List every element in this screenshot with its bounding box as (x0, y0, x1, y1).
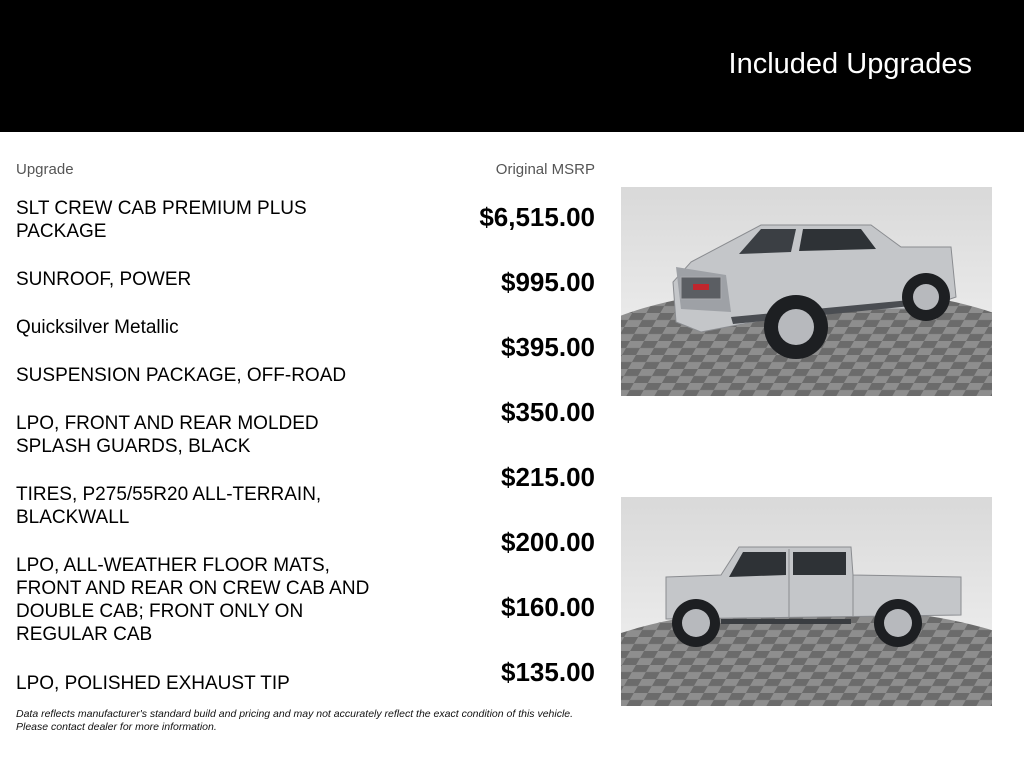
upgrade-item: SUNROOF, POWER (16, 269, 192, 290)
price-value: $135.00 (501, 657, 595, 687)
vehicle-photo-side (621, 497, 992, 706)
price-value: $215.00 (501, 462, 595, 492)
msrp-column-header: Original MSRP (495, 161, 595, 178)
price-value: $200.00 (501, 527, 595, 557)
price-value: $350.00 (501, 397, 595, 427)
upgrade-item: LPO, POLISHED EXHAUST TIP (16, 673, 290, 694)
upgrade-item: LPO, ALL-WEATHER FLOOR MATS, FRONT AND REAR ON CREW CAB AND DOUBLE CAB; FRONT ONLY ON REGULAR CAB (16, 555, 370, 645)
price-value: $995.00 (501, 267, 595, 297)
vehicle-photo-front (621, 187, 992, 396)
price-value: $6,515.00 (479, 202, 595, 232)
upgrade-item: SUSPENSION PACKAGE, OFF-ROAD (16, 365, 347, 386)
upgrade-item: LPO, FRONT AND REAR MOLDED SPLASH GUARDS, BLACK (16, 413, 319, 457)
price-value: $395.00 (501, 332, 595, 362)
page-title: Included Upgrades (728, 48, 972, 80)
disclaimer-text: Data reflects manufacturer's standard build and pricing and may not accurately reflect the exact condition of this vehicle. Please contact dealer for more information. (16, 708, 574, 733)
upgrade-item: SLT CREW CAB PREMIUM PLUS PACKAGE (16, 198, 307, 242)
upgrade-column-header: Upgrade (16, 161, 74, 178)
price-value: $160.00 (501, 592, 595, 622)
upgrade-item: Quicksilver Metallic (16, 317, 179, 338)
header-bar (0, 0, 1024, 132)
upgrade-item: TIRES, P275/55R20 ALL-TERRAIN, BLACKWALL (16, 484, 322, 528)
